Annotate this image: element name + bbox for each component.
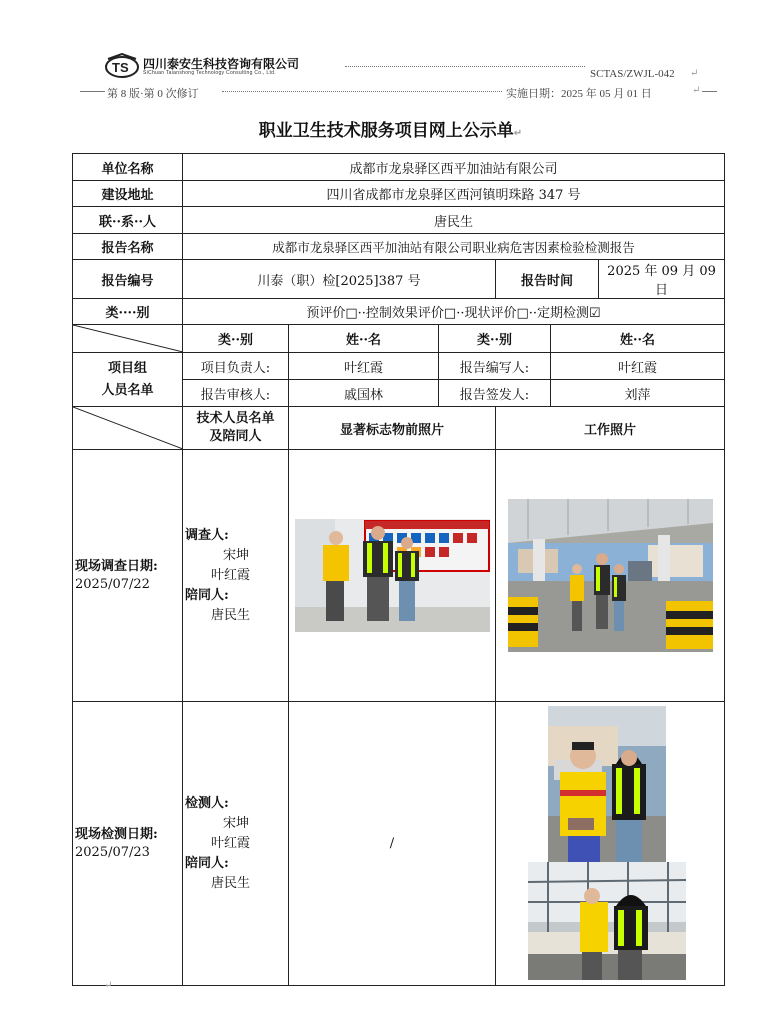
detection-companion: 唐民生: [211, 875, 251, 891]
unit-name-value: 成都市龙泉驿区西平加油站有限公司: [183, 154, 725, 181]
row-report-no: [73, 260, 725, 299]
company-name-cn: 四川泰安生科技咨询有限公司: [143, 57, 300, 71]
inspector-2: 叶红霞: [211, 835, 251, 851]
contact-value: 唐民生: [183, 207, 725, 234]
project-lead-name: 叶红霞: [289, 353, 439, 380]
inspector-label: 检测人:: [185, 795, 229, 811]
paragraph-mark: ↵: [513, 128, 523, 139]
row-team-header: [73, 325, 725, 353]
diagonal-cell: [73, 325, 183, 353]
staff-col-header: 技术人员名单 及陪同人: [183, 407, 289, 450]
investigator-1: 宋坤: [223, 547, 250, 563]
company-name-en: SiChuan Taianshong Technology Consulting Co., Ltd.: [143, 70, 276, 76]
report-writer-name: 叶红霞: [551, 353, 725, 380]
category-label: 类····别: [73, 299, 183, 325]
reviewer-role: 报告审核人:: [183, 380, 289, 407]
survey-companion: 唐民生: [211, 607, 251, 623]
report-writer-role: 报告编写人:: [439, 353, 551, 380]
survey-before-photo-cell: [289, 450, 496, 702]
diagonal-line-2: [73, 407, 183, 449]
team-col-name-2: 姓··名: [551, 325, 725, 353]
report-time-value: 2025 年 09 月 09 日: [599, 260, 725, 299]
contact-label: 联··系··人: [73, 207, 183, 234]
survey-work-photo: [508, 499, 713, 652]
row-category: [73, 299, 725, 325]
report-no-label: 报告编号: [73, 260, 183, 299]
report-no-value: 川泰（职）检[2025]387 号: [183, 260, 496, 299]
page-title-text: 职业卫生技术服务项目网上公示单: [258, 121, 514, 141]
detection-staff-cell: [183, 702, 289, 986]
svg-text:TS: TS: [112, 60, 129, 75]
survey-work-photo-cell: [496, 450, 725, 702]
form-table: [72, 153, 725, 986]
row-photo-header: [73, 407, 725, 450]
row-unit-name: [73, 154, 725, 181]
header-dotted-leader-2: [222, 91, 502, 92]
address-label: 建设地址: [73, 181, 183, 207]
header-rule-right: [702, 91, 717, 92]
row-contact: [73, 207, 725, 234]
header-dotted-leader: [345, 66, 585, 67]
report-name-label: 报告名称: [73, 234, 183, 260]
report-time-label: 报告时间: [496, 260, 599, 299]
detection-date-value: 2025/07/23: [75, 844, 150, 860]
paragraph-mark: ↵: [104, 980, 113, 991]
team-col-category-2: 类··别: [439, 325, 551, 353]
detection-work-photo-cell: [496, 702, 725, 986]
row-address: [73, 181, 725, 207]
version-info: 第 8 版·第 0 次修订: [107, 88, 199, 100]
detection-companion-label: 陪同人:: [185, 855, 229, 871]
doc-code: SCTAS/ZWJL-042: [590, 68, 675, 80]
diagonal-cell-2: [73, 407, 183, 450]
company-logo: [104, 53, 140, 79]
row-team-1: [73, 353, 725, 380]
unit-name-label: 单位名称: [73, 154, 183, 181]
inspector-1: 宋坤: [223, 815, 250, 831]
effective-date: 实施日期：2025 年 05 月 01 日: [506, 88, 652, 100]
page-title: [0, 116, 781, 141]
survey-date-value: 2025/07/22: [75, 576, 150, 592]
detection-work-photo-1: [548, 706, 666, 862]
paragraph-mark: ↵: [690, 68, 699, 79]
detection-date-cell: [73, 702, 183, 986]
reviewer-name: 戚国林: [289, 380, 439, 407]
survey-date-label: 现场调查日期:: [75, 558, 158, 574]
signer-name: 刘萍: [551, 380, 725, 407]
signer-role: 报告签发人:: [439, 380, 551, 407]
team-col-category: 类··别: [183, 325, 289, 353]
header-rule-left: [80, 91, 105, 92]
survey-signboard-photo: [295, 519, 490, 632]
diagonal-line: [73, 325, 183, 352]
investigator-label: 调查人:: [185, 527, 229, 543]
paragraph-mark: ↵: [692, 85, 701, 96]
investigator-2: 叶红霞: [211, 567, 251, 583]
row-survey: [73, 450, 725, 702]
survey-staff-cell: [183, 450, 289, 702]
project-lead-role: 项目负责人:: [183, 353, 289, 380]
detection-photo-1-image: [548, 706, 666, 862]
survey-companion-label: 陪同人:: [185, 587, 229, 603]
category-options: 预评价□··控制效果评价□··现状评价□··定期检测☑: [183, 299, 725, 325]
detection-work-photo-2: [528, 862, 686, 980]
photo-work-header: 工作照片: [496, 407, 725, 450]
detection-before-photo-cell: /: [289, 702, 496, 986]
survey-date-cell: [73, 450, 183, 702]
row-detection: [73, 702, 725, 986]
detection-photo-2-image: [528, 862, 686, 980]
detection-date-label: 现场检测日期:: [75, 826, 158, 842]
photo-before-header: 显著标志物前照片: [289, 407, 496, 450]
team-label: 项目组 人员名单: [73, 353, 183, 407]
report-name-value: 成都市龙泉驿区西平加油站有限公司职业病危害因素检验检测报告: [183, 234, 725, 260]
row-report-name: [73, 234, 725, 260]
address-value: 四川省成都市龙泉驿区西河镇明珠路 347 号: [183, 181, 725, 207]
team-col-name: 姓··名: [289, 325, 439, 353]
